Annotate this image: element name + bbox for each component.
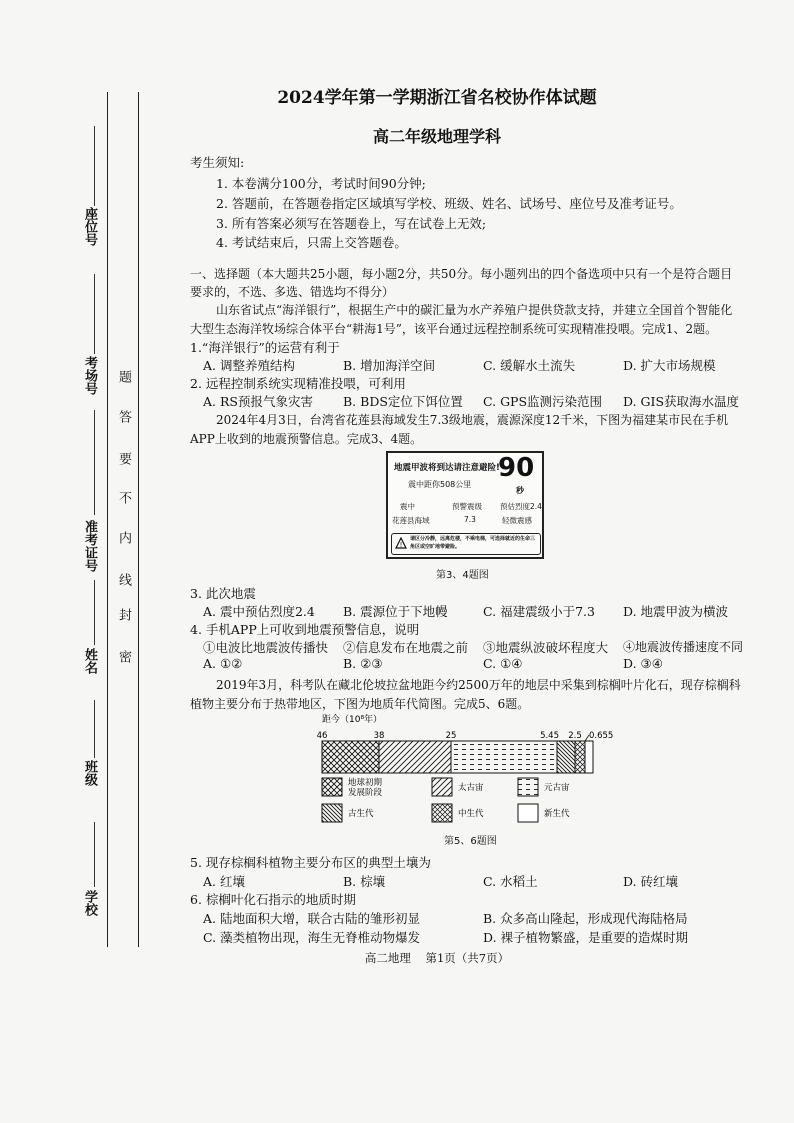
era-bar-3 [451, 741, 557, 773]
seal-char: 密 [116, 650, 131, 663]
passage-text: APP上收到的地震预警信息。完成3、4题。 [190, 432, 423, 446]
era-bar-2 [379, 741, 451, 773]
era-bar-6 [585, 741, 593, 773]
legend-swatch [432, 778, 452, 796]
school-blank[interactable] [94, 822, 95, 887]
q2-option-a: A. RS预报气象灾害 [203, 394, 313, 409]
binding-line [107, 92, 108, 947]
q3-option-b: B. 震源位于下地幔 [343, 604, 448, 619]
alert-epicenter-label: 震中 [400, 502, 415, 511]
page-footer: 高二地理 第1页（共7页） [364, 951, 510, 965]
q2-option-b: B. BDS定位下饵位置 [343, 394, 463, 409]
alert-unit: 秒 [516, 486, 524, 495]
legend-swatch [432, 804, 452, 822]
question-3: 3. 此次地震 [190, 586, 256, 601]
q3-option-d: D. 地震甲波为横波 [623, 604, 729, 619]
q4-statement: ①电波比地震波传播快 [203, 640, 329, 655]
room-label: 考场号 [82, 356, 97, 395]
legend-swatch [518, 804, 538, 822]
q4-statement: ③地震纵波破坏程度大 [483, 640, 609, 655]
legend-label: 元古宙 [544, 783, 570, 793]
question-4: 4. 手机APP上可收到地震预警信息，说明 [190, 622, 420, 637]
question-6: 6. 棕榈叶化石指示的地质时期 [190, 892, 356, 907]
q6-option-d: D. 裸子植物繁盛，是重要的造煤时期 [483, 930, 689, 945]
alert-countdown: 90 [498, 453, 535, 483]
legend-label: 发展阶段 [348, 788, 383, 798]
era-bar-5 [575, 741, 585, 773]
seal-char: 线 [116, 573, 131, 586]
tick-label: 5.45 [540, 731, 559, 741]
seal-line [138, 92, 139, 947]
legend-swatch [322, 804, 342, 822]
question-1: 1.“海洋银行”的运营有利于 [190, 340, 340, 355]
section-heading: 一、选择题（本大题共25小题，每小题2分，共50分。每小题列出的四个备选项中只有一个是符合题目 [190, 267, 733, 281]
name-label: 姓名 [82, 648, 97, 674]
question-2: 2. 远程控制系统实现精准投喂，可利用 [190, 376, 406, 391]
tick-label: 46 [316, 731, 328, 741]
timeline-axis-label: 距今（10⁸年） [322, 715, 383, 725]
section-heading: 要求的，不选、多选、错选均不得分） [190, 285, 395, 299]
legend-label: 地球初期 [348, 778, 383, 788]
q6-option-c: C. 藻类植物出现，海生无脊椎动物爆发 [203, 930, 421, 945]
seal-char: 内 [116, 531, 131, 544]
exam-id-label: 准考证号 [82, 520, 97, 572]
seal-char: 封 [116, 608, 131, 621]
legend-label: 新生代 [544, 809, 570, 819]
room-blank[interactable] [94, 274, 95, 354]
tick-label: 2.5 [568, 731, 582, 741]
q4-option-a: A. ①② [203, 656, 243, 671]
earthquake-alert [386, 451, 544, 559]
alert-distance: 震中距你508公里 [408, 480, 472, 489]
q1-option-b: B. 增加海洋空间 [343, 358, 436, 373]
notice-item: 2. 答题前，在答题卷指定区域填写学校、班级、姓名、试场号、座位号及准考证号。 [216, 196, 682, 211]
tick-label: 38 [373, 731, 385, 741]
passage-text: 山东省试点“海洋银行”，根据生产中的碳汇量为水产养殖户提供贷款支持，并建立全国首个智能化 [216, 303, 733, 317]
question-5: 5. 现存棕榈科植物主要分布区的典型土壤为 [190, 855, 431, 870]
q4-option-d: D. ③④ [623, 656, 663, 671]
legend-label: 中生代 [458, 809, 484, 819]
alert-headline: 地震甲波将到达请注意避险! [394, 463, 500, 473]
class-label: 班级 [82, 760, 97, 786]
q5-option-d: D. 砖红壤 [623, 874, 679, 889]
q5-option-b: B. 棕壤 [343, 874, 386, 889]
school-label: 学校 [82, 890, 97, 916]
q4-option-b: B. ②③ [343, 656, 383, 671]
q4-statement: ②信息发布在地震之前 [343, 640, 469, 655]
q5-option-c: C. 水稻土 [483, 874, 538, 889]
passage-text: 2024年4月3日，台湾省花莲县海域发生7.3级地震，震源深度12千米，下图为福建某市民在手机 [216, 413, 729, 427]
warning-icon [395, 537, 407, 549]
q1-option-c: C. 缓解水土流失 [483, 358, 576, 373]
passage-text: 大型生态海洋牧场综合体平台“耕海1号”，该平台通过远程控制系统可实现精准投喂。完成1、2题。 [190, 322, 718, 336]
page-title: 2024学年第一学期浙江省名校协作体试题 [277, 88, 597, 108]
q1-option-a: A. 调整养殖结构 [203, 358, 295, 373]
alert-intensity-value: 轻微震感 [502, 516, 532, 525]
seal-char: 题 [116, 370, 131, 383]
notice-item: 1. 本卷满分100分，考试时间90分钟; [216, 176, 426, 191]
name-blank[interactable] [94, 580, 95, 645]
era-bar-4 [557, 741, 575, 773]
figure-caption: 第5、6题图 [444, 836, 497, 847]
alert-epicenter-value: 花莲县海域 [392, 516, 430, 525]
legend-label: 古生代 [348, 809, 374, 819]
seal-char: 答 [116, 410, 131, 423]
alert-magnitude-value: 7.3 [464, 515, 476, 524]
passage-text: 植物主要分布于热带地区，下图为地质年代简图。完成5、6题。 [190, 697, 530, 711]
q3-option-c: C. 福建震级小于7.3 [483, 604, 595, 619]
legend-swatch [518, 778, 538, 796]
q6-option-b: B. 众多高山隆起，形成现代海陆格局 [483, 911, 688, 926]
legend-swatch [322, 778, 342, 796]
passage-text: 2019年3月，科考队在藏北伦坡拉盆地距今约2500万年的地层中采集到棕榈叶片化石，现存棕榈科 [216, 678, 741, 692]
q2-option-c: C. GPS监测污染范围 [483, 394, 603, 409]
exam-id-blank[interactable] [94, 410, 95, 515]
tick-label: 0.655 [589, 731, 614, 741]
tick-label: 25 [445, 731, 457, 741]
q4-option-c: C. ①④ [483, 656, 523, 671]
figure-caption: 第3、4题图 [436, 570, 489, 581]
era-bar-1 [322, 741, 379, 773]
page-subtitle: 高二年级地理学科 [372, 127, 501, 146]
notice-heading: 考生须知: [190, 155, 245, 170]
q1-option-d: D. 扩大市场规模 [623, 358, 716, 373]
seal-char: 要 [116, 452, 131, 465]
seal-char: 不 [116, 491, 131, 504]
class-blank[interactable] [94, 700, 95, 758]
seat-label: 座位号 [82, 207, 97, 246]
q5-option-a: A. 红壤 [203, 874, 245, 889]
notice-item: 3. 所有答案必须写在答题卷上，写在试卷上无效; [216, 216, 487, 231]
notice-item: 4. 考试结束后，只需上交答题卷。 [216, 235, 407, 250]
q3-option-a: A. 震中预估烈度2.4 [203, 604, 315, 619]
alert-warning-strip [391, 533, 541, 555]
svg-text:!: ! [399, 541, 403, 549]
geologic-timeline-chart [310, 712, 660, 830]
q6-option-a: A. 陆地面积大增，联合古陆的雏形初显 [203, 911, 420, 926]
q4-statement: ④地震波传播速度不同 [623, 640, 744, 654]
alert-magnitude-label: 预警震级 [452, 502, 482, 511]
alert-warning-text: 请区分冷静，远离危楼，不乘电梯，可选择就近的生命三角区或空旷地带避险。 [410, 536, 536, 550]
legend-label: 太古宙 [458, 783, 484, 793]
q2-option-d: D. GIS获取海水温度 [623, 394, 740, 409]
alert-intensity-label: 预估烈度2.4 [500, 502, 542, 511]
